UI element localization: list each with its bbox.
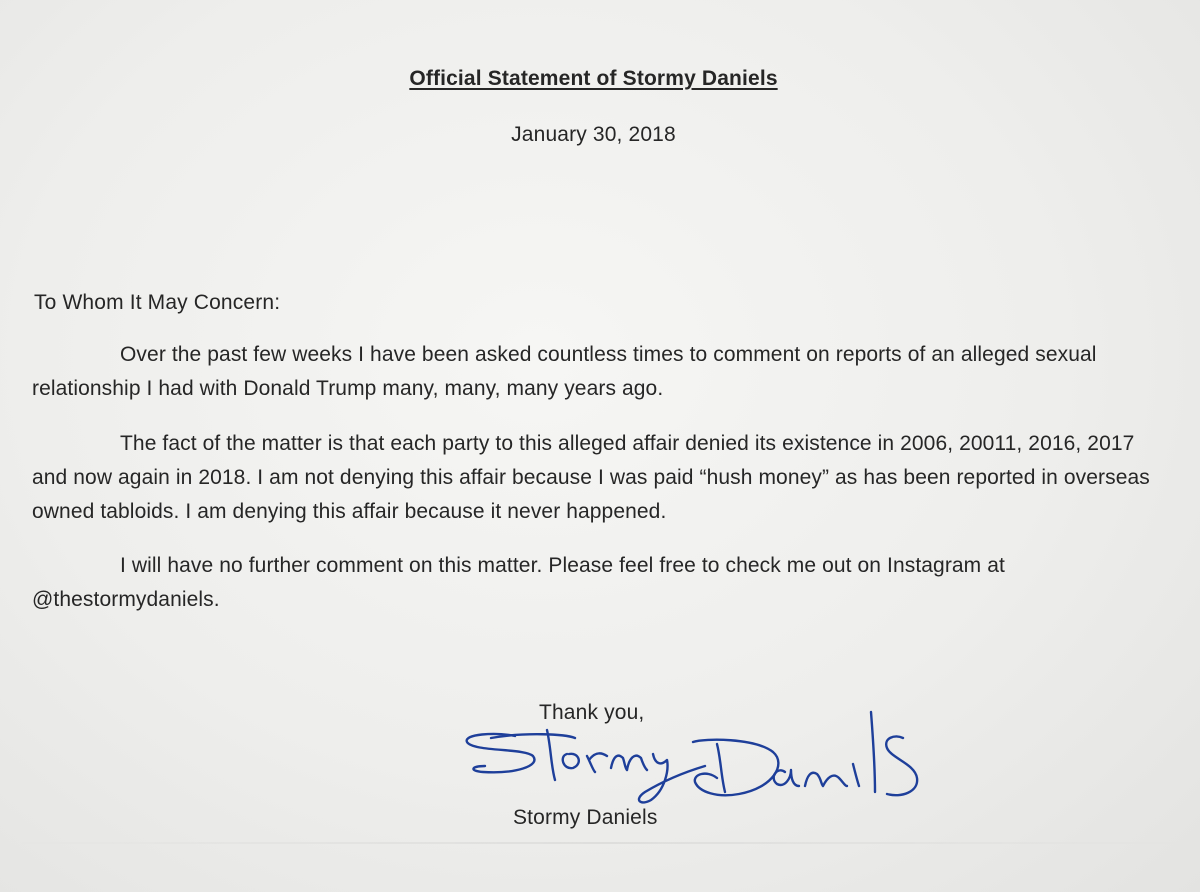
handwritten-signature — [455, 708, 945, 808]
salutation: To Whom It May Concern: — [34, 291, 281, 314]
body-paragraph-1: Over the past few weeks I have been asked countless times to comment on reports of an alleged sexual relationship I had with Donald Trump many, many, many years ago. — [32, 343, 1097, 400]
signer-name: Stormy Daniels — [513, 806, 658, 829]
body-paragraph-2: The fact of the matter is that each party to this alleged affair denied its existence in 2006, 20011, 2016, 2017 and now again in 2018. I am not denying this affair because I was paid “hush money” as has been reported in overseas owned tabloids. I am denying this affair because it never happened. — [32, 432, 1150, 523]
statement-date: January 30, 2018 — [511, 123, 676, 146]
statement-title: Official Statement of Stormy Daniels — [409, 67, 778, 90]
paper-shadow — [0, 842, 1200, 844]
closing: Thank you, — [539, 701, 645, 724]
body-paragraph-3: I will have no further comment on this matter. Please feel free to check me out on Instagram at @thestormydaniels. — [32, 554, 1005, 611]
